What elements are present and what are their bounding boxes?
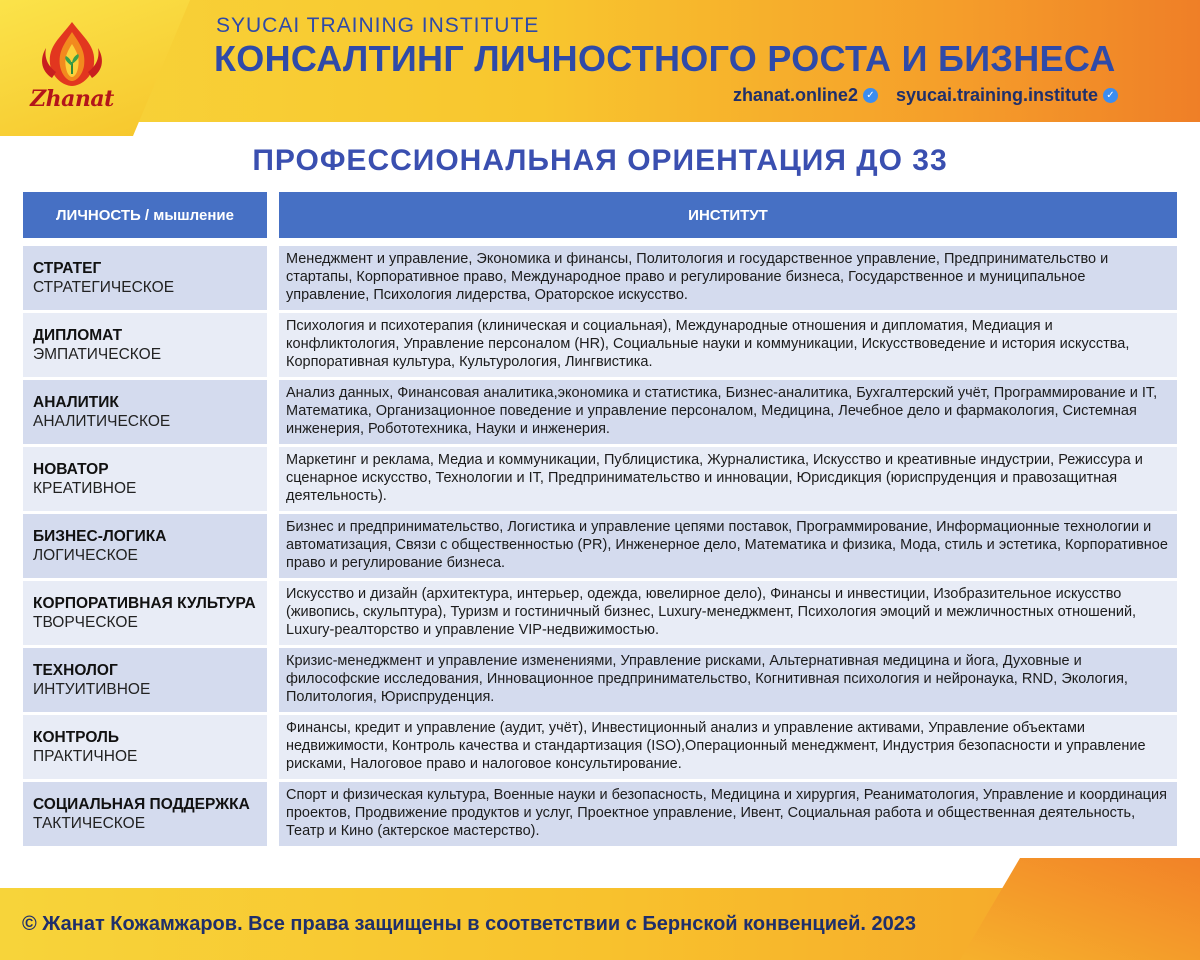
personality-cell [23, 581, 267, 645]
thinking-type: ПРАКТИЧНОЕ [33, 747, 138, 765]
personality-cell [23, 313, 267, 377]
thinking-type: ИНТУИТИВНОЕ [33, 680, 151, 698]
social-handles [733, 85, 1118, 106]
section-subtitle: ПРОФЕССИОНАЛЬНАЯ ОРИЕНТАЦИЯ ДО 33 [252, 144, 948, 177]
personality-name: КОНТРОЛЬ [33, 728, 119, 746]
personality-cell [23, 447, 267, 511]
personality-cell [23, 380, 267, 444]
institute-cell: Спорт и физическая культура, Военные науки и безопасность, Медицина и хирургия, Реаниматология, Управление и координация проектов, Продвижение продуктов и услуг, Проектное управление, Ивент, Социальная работа и общественная деятельность, Театр и Кино (актерское мастерство). [279, 782, 1177, 846]
institute-name: SYUCAI TRAINING INSTITUTE [216, 14, 540, 37]
personality-name: КОРПОРАТИВНАЯ КУЛЬТУРА [33, 594, 256, 612]
institute-cell: Финансы, кредит и управление (аудит, учёт), Инвестиционный анализ и управление активами, Управление объектами недвижимости, Контроль качества и стандартизация (ISO),Операционный менеджмент, Индустрия безопасности и управление рисками, Налоговое право и налоговое консультирование. [279, 715, 1177, 779]
personality-name: ДИПЛОМАТ [33, 326, 123, 344]
table-row [23, 648, 1177, 712]
table-row [23, 380, 1177, 444]
institute-cell: Искусство и дизайн (архитектура, интерьер, одежда, ювелирное дело), Финансы и инвестиции, Изобразительное искусство (живопись, скульптура), Туризм и гостиничный бизнес, Luxury-менеджмент, Психология эмоций и межличностных отношений, Luxury-реалторство и управление VIP-недвижимостью. [279, 581, 1177, 645]
personality-cell [23, 715, 267, 779]
flame-icon [22, 18, 122, 90]
column-header-institute: ИНСТИТУТ [279, 192, 1177, 238]
thinking-type: СТРАТЕГИЧЕСКОЕ [33, 278, 175, 296]
table-row [23, 715, 1177, 779]
footer-accent-band [960, 858, 1200, 960]
column-header-personality: ЛИЧНОСТЬ / мышление [23, 192, 267, 238]
social-handle-zhanat[interactable] [733, 85, 878, 106]
personality-name: НОВАТОР [33, 460, 109, 478]
personality-name: СТРАТЕГ [33, 259, 102, 277]
personality-cell [23, 782, 267, 846]
copyright-notice: © Жанат Кожамжаров. Все права защищены в соответствии с Бернской конвенцией. 2023 [22, 913, 917, 935]
thinking-type: ЭМПАТИЧЕСКОЕ [33, 345, 162, 363]
verified-badge-icon: ✓ [863, 88, 878, 103]
personality-cell [23, 514, 267, 578]
table-row [23, 581, 1177, 645]
institute-cell: Кризис-менеджмент и управление изменениями, Управление рисками, Альтернативная медицина и йога, Духовные и философские исследования, Инновационное предпринимательство, Когнитивная психология и нейронаука, RND, Экология, Политология, Юриспруденция. [279, 648, 1177, 712]
logo-text: Zhanat [30, 86, 114, 112]
institute-cell: Маркетинг и реклама, Медиа и коммуникации, Публицистика, Журналистика, Искусство и креативные индустрии, Режиссура и сценарное искусство, Технологии и IT, Предпринимательство и инновации, Юрисдикция (юриспруденция и правозащитная деятельность). [279, 447, 1177, 511]
thinking-type: ТАКТИЧЕСКОЕ [33, 814, 146, 832]
thinking-type: ТВОРЧЕСКОЕ [33, 613, 138, 631]
social-handle-label: zhanat.online2 [732, 85, 858, 105]
verified-badge-icon: ✓ [1103, 88, 1118, 103]
personality-cell [23, 648, 267, 712]
social-handle-label: syucai.training.institute [895, 85, 1098, 105]
institute-cell: Бизнес и предпринимательство, Логистика и управление цепями поставок, Программирование, Информационные технологии и автоматизация, Связи с общественностью (PR), Инженерное дело, Математика и физика, Мода, стиль и эстетика, Корпоративное право и регулирование бизнеса. [279, 514, 1177, 578]
personality-name: СОЦИАЛЬНАЯ ПОДДЕРЖКА [33, 795, 250, 813]
personality-name: ТЕХНОЛОГ [33, 661, 118, 679]
personality-name: БИЗНЕС-ЛОГИКА [33, 527, 167, 545]
thinking-type: КРЕАТИВНОЕ [33, 479, 137, 497]
table-row [23, 514, 1177, 578]
thinking-type: ЛОГИЧЕСКОЕ [33, 546, 138, 564]
table-row [23, 246, 1177, 310]
institute-cell: Психология и психотерапия (клиническая и социальная), Международные отношения и дипломатия, Медиация и конфликтология, Управление персоналом (HR), Социальные науки и коммуникации, Искусствоведение и история искусства, Корпоративная культура, Культурология, Лингвистика. [279, 313, 1177, 377]
table-row [23, 782, 1177, 846]
personality-name: АНАЛИТИК [33, 393, 119, 411]
social-handle-syucai[interactable] [896, 85, 1118, 106]
institute-cell: Менеджмент и управление, Экономика и финансы, Политология и государственное управление, Предпринимательство и стартапы, Корпоративное право, Международное право и регулирование бизнеса, Государственное и муниципальное управление, Психология лидерства, Ораторское искусство. [279, 246, 1177, 310]
table-row [23, 447, 1177, 511]
thinking-type: АНАЛИТИЧЕСКОЕ [33, 412, 171, 430]
zhanat-logo [22, 18, 122, 114]
table-row [23, 313, 1177, 377]
personality-cell [23, 246, 267, 310]
institute-cell: Анализ данных, Финансовая аналитика,экономика и статистика, Бизнес-аналитика, Бухгалтерский учёт, Программирование и IT, Математика, Организационное поведение и управление персоналом, Медицина, Лечебное дело и фармакология, Системная инженерия, Робототехника, Науки и инженерия. [279, 380, 1177, 444]
page-title: КОНСАЛТИНГ ЛИЧНОСТНОГО РОСТА И БИЗНЕСА [214, 38, 1116, 79]
